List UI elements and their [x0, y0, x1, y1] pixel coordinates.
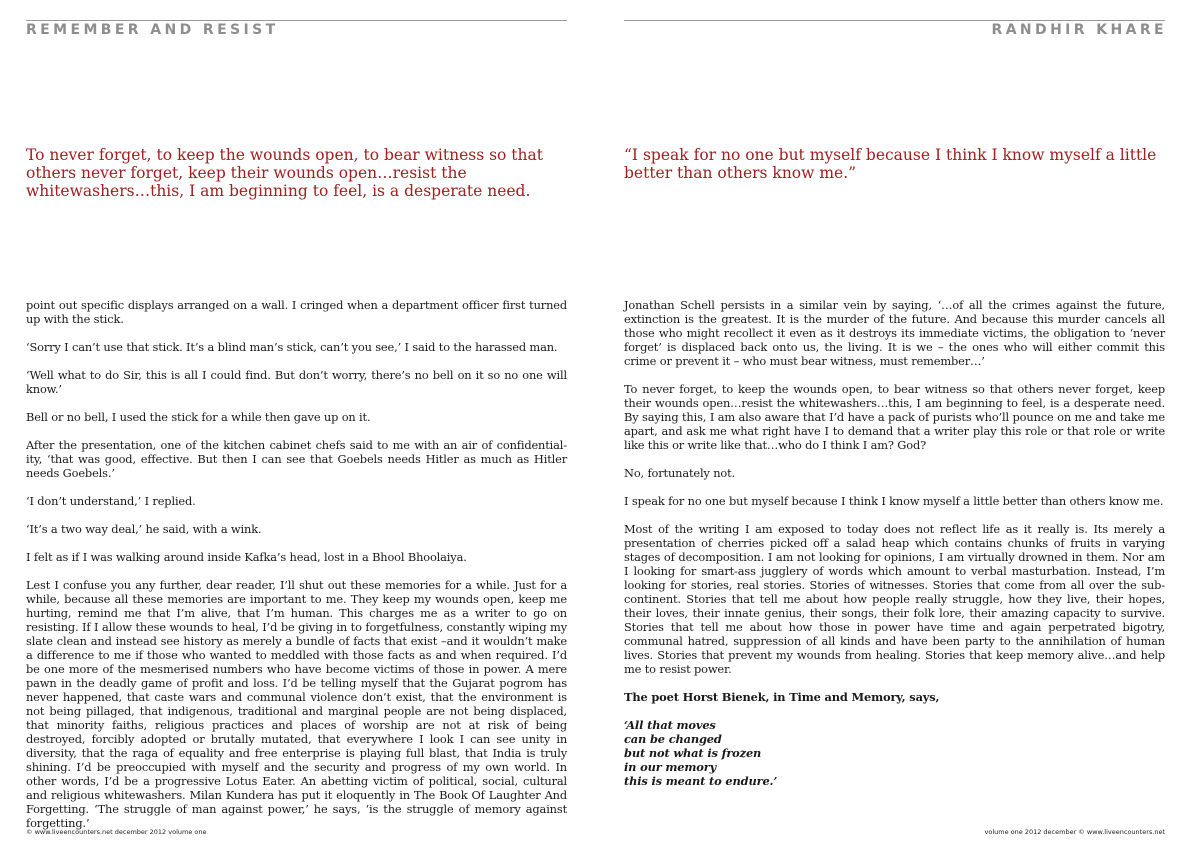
pull-quote: “I speak for no one but myself because I think I know myself a little better than others know me.” [624, 146, 1157, 182]
poem-line: can be changed [624, 732, 722, 746]
paragraph: I felt as if I was walking around inside Kafka’s head, lost in a Bhool Bhoolaiya. [26, 550, 467, 564]
article-body [26, 298, 567, 844]
poem-line: but not what is frozen [624, 746, 762, 760]
paragraph: To never forget, to keep the wounds open, to bear witness so that others never forget, keep their wounds open…resist the whitewashers…this, I am beginning to feel, is a desperate need. By saying this, I am also aware that I’d have a pack of purists who’ll pounce on me and take me apart, and ask me what right have I to demand that a writer play this role or that role or write like this or write like that…who do I think I am? God? [624, 382, 1165, 452]
paragraph: After the presentation, one of the kitchen cabinet chefs said to me with an air of confidential-ity, ‘that was good, effective. But then I can see that Goebels needs Hitler as much as Hitler needs Goebels.’ [26, 438, 567, 480]
left-page [26, 0, 567, 842]
header-rule [26, 20, 567, 21]
paragraph: ‘I don’t understand,’ I replied. [26, 494, 196, 508]
poem [624, 718, 1165, 788]
running-header: RANDHIR KHARE [991, 22, 1167, 38]
paragraph: Lest I confuse you any further, dear reader, I’ll shut out these memories for a while. Just for a while, because all these memories are important to me. They keep my wounds open, keep me hurting, remind me that I’m alive, that I’m human. This charges me as a writer to go on resisting. If I allow these wounds to heal, I’d be giving in to forgetfulness, constantly wiping my slate clean and instead see history as merely a bundle of facts that exist –and it wouldn’t make a difference to me if those who wanted to meddled with those facts as and when required. I’d be one more of the mesmerised numbers who have become victims of those in power. A mere pawn in the deadly game of profit and loss. I’d be telling myself that the Gujarat pogrom has never happened, that caste wars and communal violence don’t exist, that the environment is not being pillaged, that indigenous, traditional and marginal people are not being displaced, that minority faiths, religious practices and places of worship are not at risk of being destroyed, forcibly adopted or brutally mutated, that everywhere I look I can see unity in diversity, that the raga of equality and free enterprise is playing full blast, that India is truly shining. I’d be preoccupied with myself and the security and progress of my own world. In other words, I’d be a progressive Lotus Eater. An abetting victim of political, social, cultural and religious whitewashers. Milan Kundera has put it eloquently in The Book Of Laughter And Forgetting. ‘The struggle of man against power,’ he says, ‘is the struggle of memory against forgetting.’ [26, 578, 567, 830]
page-footer: © www.liveencounters.net december 2012 volume one [26, 828, 207, 836]
page-footer: volume one 2012 december © www.liveencounters.net [984, 828, 1165, 836]
paragraph: point out specific displays arranged on a wall. I cringed when a department officer first turned up with the stick. [26, 298, 567, 326]
paragraph: Most of the writing I am exposed to today does not reflect life as it really is. Its merely a presentation of cherries picked off a salad heap which contains chunks of fruits in varying stages of decomposition. I am not looking for opinions, I am virtually drowned in them. Nor am I looking for smart-ass jugglery of words which amount to verbal masturbation. Instead, I’m looking for stories, real stories. Stories of witnesses. Stories that come from all over the sub-continent. Stories that tell me about how people really struggle, how they live, their hopes, their loves, their innate genius, their songs, their folk lore, their amazing capacity to survive. Stories that tell me about how those in power have time and again perpetrated bigotry, communal hatred, suppression of all kinds and have been party to the annihilation of human lives. Stories that prevent my wounds from healing. Stories that keep memory alive…and help me to resist power. [624, 522, 1165, 676]
paragraph: I speak for no one but myself because I think I know myself a little better than others know me. [624, 494, 1164, 508]
paragraph: Jonathan Schell persists in a similar vein by saying, ‘…of all the crimes against the future, extinction is the greatest. It is the murder of the future. And because this murder cancels all those who might recollect it even as it destroys its immediate victims, the obligation to ‘never forget’ is displaced back onto us, the living. It is we – the ones who will either commit this crime or prevent it – who must bear witness, must remember…’ [624, 298, 1165, 368]
paragraph: ‘Sorry I can’t use that stick. It’s a blind man’s stick, can’t you see,’ I said to the harassed man. [26, 340, 558, 354]
poem-line: ‘All that moves [624, 718, 716, 732]
article-body [624, 298, 1165, 788]
poem-line: this is meant to endure.’ [624, 774, 778, 788]
running-header: REMEMBER AND RESIST [26, 22, 279, 38]
poem-intro: The poet Horst Bienek, in Time and Memory, says, [624, 690, 940, 704]
header-rule [624, 20, 1165, 21]
pull-quote: To never forget, to keep the wounds open, to bear witness so that others never forget, keep their wounds open…resist the whitewashers…this, I am beginning to feel, is a desperate need. [26, 146, 543, 200]
paragraph: ‘Well what to do Sir, this is all I could find. But don’t worry, there’s no bell on it so no one will know.’ [26, 368, 567, 396]
paragraph: Bell or no bell, I used the stick for a while then gave up on it. [26, 410, 371, 424]
paragraph: ‘It’s a two way deal,’ he said, with a wink. [26, 522, 262, 536]
poem-line: in our memory [624, 760, 717, 774]
right-page [624, 0, 1165, 842]
paragraph: No, fortunately not. [624, 466, 736, 480]
